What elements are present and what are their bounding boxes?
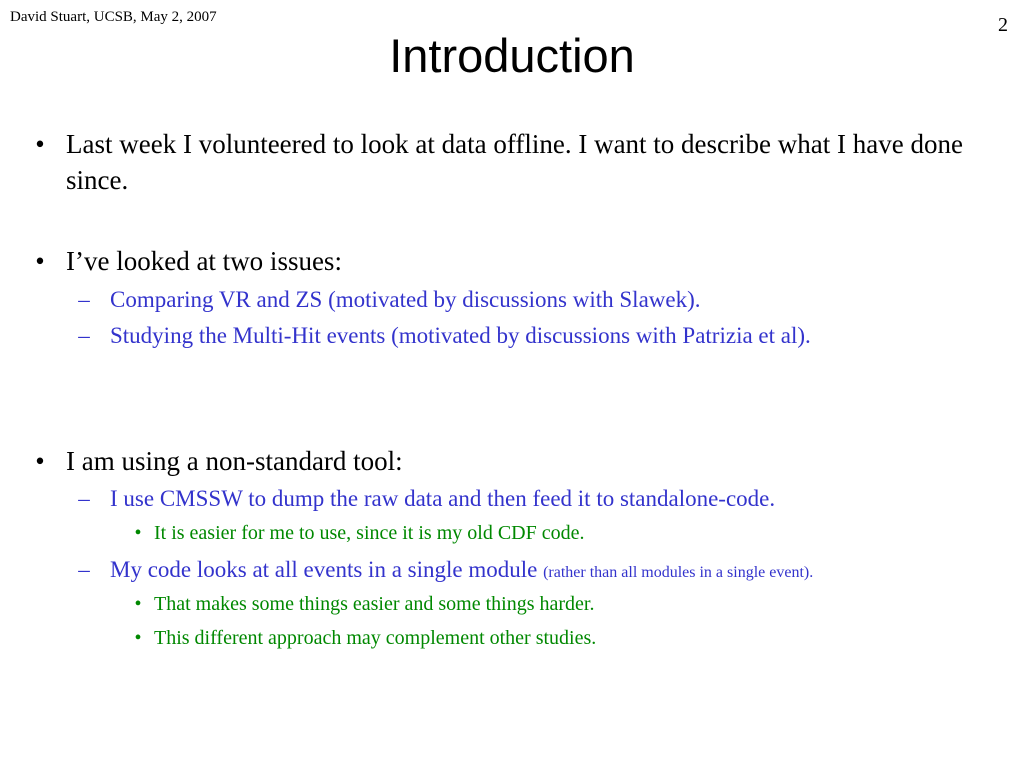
dash-symbol: –	[78, 557, 90, 582]
sub-bullet-vr-zs	[74, 285, 1004, 315]
bullet-text: I am using a non-standard tool:	[66, 446, 403, 476]
dash-symbol: –	[78, 287, 90, 312]
bullet-symbol: •	[134, 522, 142, 544]
bullet-item-non-standard-tool	[28, 443, 988, 479]
bullet-text: I’ve looked at two issues:	[66, 246, 342, 276]
sub-bullet-small-note: (rather than all modules in a single event).	[543, 564, 814, 581]
bullet-symbol: •	[134, 627, 142, 649]
slide-title: Introduction	[389, 29, 635, 82]
bullet-symbol: •	[35, 129, 45, 159]
sub-sub-bullet-cdf-code	[130, 520, 1000, 546]
sub-bullet-single-module	[74, 555, 1004, 588]
bullet-item-two-issues	[28, 243, 988, 279]
sub-bullet-main-text: My code looks at all events in a single module	[110, 557, 544, 582]
sub-bullet-text: Studying the Multi-Hit events (motivated by discussions with Patrizia et al).	[110, 323, 811, 348]
sub-sub-bullet-easier-harder	[130, 591, 1000, 617]
author-date-header: David Stuart, UCSB, May 2, 2007	[10, 9, 217, 25]
bullet-text: Last week I volunteered to look at data offline. I want to describe what I have done since.	[66, 129, 963, 195]
sub-bullet-multi-hit	[74, 321, 1004, 351]
sub-bullet-text: Comparing VR and ZS (motivated by discussions with Slawek).	[110, 287, 701, 312]
sub-bullet-cmssw	[74, 484, 1004, 514]
sub-sub-bullet-text: This different approach may complement other studies.	[154, 627, 597, 649]
dash-symbol: –	[78, 323, 90, 348]
dash-symbol: –	[78, 486, 90, 511]
sub-sub-bullet-complement	[130, 625, 1000, 651]
bullet-item-offline-data	[28, 126, 988, 198]
sub-sub-bullet-text: That makes some things easier and some things harder.	[154, 593, 595, 615]
bullet-symbol: •	[134, 593, 142, 615]
sub-bullet-text	[110, 555, 813, 588]
bullet-symbol: •	[35, 246, 45, 276]
bullet-symbol: •	[35, 446, 45, 476]
slide-number: 2	[998, 14, 1008, 36]
sub-sub-bullet-text: It is easier for me to use, since it is my old CDF code.	[154, 522, 585, 544]
sub-bullet-text: I use CMSSW to dump the raw data and then feed it to standalone-code.	[110, 486, 776, 511]
